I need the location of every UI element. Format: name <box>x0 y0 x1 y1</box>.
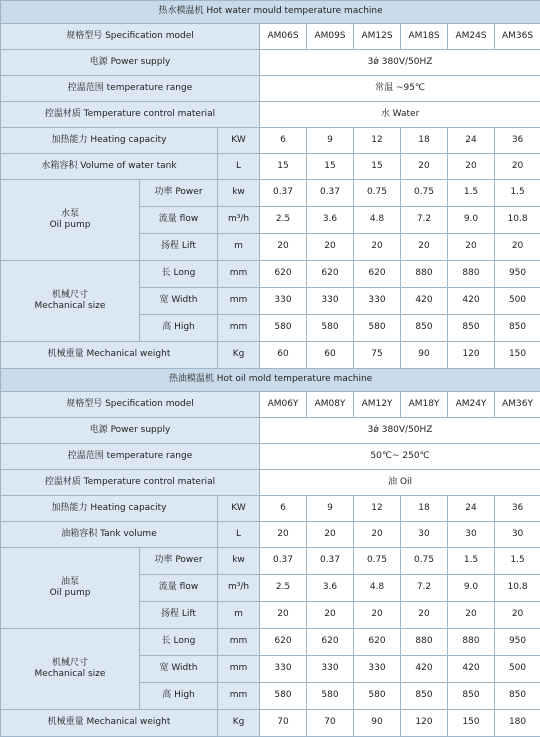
value-cell: 70 <box>260 710 307 737</box>
value-cell: 420 <box>401 288 448 315</box>
unit-cell: kw <box>218 548 260 575</box>
power-supply-label: 电源 Power supply <box>1 418 260 444</box>
size-group-label-en: Mechanical size <box>35 301 106 311</box>
model-name: AM08Y <box>307 392 354 418</box>
value-cell: 3.6 <box>307 575 354 602</box>
model-name: AM06S <box>260 24 307 50</box>
pump-group-label-en: Oil pump <box>50 588 91 598</box>
temperature-range-label: 控温范围 temperature range <box>1 444 260 470</box>
value-cell: 36 <box>495 128 540 154</box>
value-cell: 500 <box>495 288 540 315</box>
control-material-value: 水 Water <box>260 102 540 128</box>
value-cell: 20 <box>307 602 354 629</box>
unit-cell: m <box>218 602 260 629</box>
value-cell: 0.37 <box>307 548 354 575</box>
value-cell: 330 <box>307 656 354 683</box>
table-row <box>1 180 540 207</box>
model-name: AM12Y <box>354 392 401 418</box>
size-group-label <box>1 629 140 710</box>
value-cell: 950 <box>495 629 540 656</box>
value-cell: 850 <box>495 683 540 710</box>
pump-lift-label: 扬程 Lift <box>140 234 218 261</box>
model-name: AM24S <box>448 24 495 50</box>
control-material-value: 油 Oil <box>260 470 540 496</box>
value-cell: 20 <box>307 234 354 261</box>
model-name: AM18S <box>401 24 448 50</box>
size-group-label <box>1 261 140 342</box>
unit-cell: L <box>218 154 260 180</box>
model-label: 规格型号 Specification model <box>1 24 260 50</box>
value-cell: 420 <box>401 656 448 683</box>
value-cell: 20 <box>354 522 401 548</box>
value-cell: 20 <box>448 602 495 629</box>
size-group-label-cn: 机械尺寸 <box>52 290 88 300</box>
tank-volume-label: 油箱容积 Tank volume <box>1 522 218 548</box>
power-supply-value: 3ǿ 380V/50HZ <box>260 50 540 76</box>
mechanical-weight-label: 机械重量 Mechanical weight <box>1 710 218 737</box>
value-cell: 15 <box>307 154 354 180</box>
unit-cell: Kg <box>218 342 260 369</box>
size-group-label-cn: 机械尺寸 <box>52 658 88 668</box>
value-cell: 20 <box>260 602 307 629</box>
unit-cell: m³/h <box>218 207 260 234</box>
unit-cell: m <box>218 234 260 261</box>
heating-capacity-label: 加热能力 Heating capacity <box>1 496 218 522</box>
table-row <box>1 50 540 76</box>
value-cell: 1.5 <box>448 548 495 575</box>
pump-power-label: 功率 Power <box>140 180 218 207</box>
heating-capacity-label: 加热能力 Heating capacity <box>1 128 218 154</box>
value-cell: 18 <box>401 496 448 522</box>
value-cell: 0.75 <box>401 548 448 575</box>
control-material-label: 控温材质 Temperature control material <box>1 102 260 128</box>
value-cell: 9 <box>307 128 354 154</box>
table-row <box>1 522 540 548</box>
table-row <box>1 496 540 522</box>
mechanical-weight-label: 机械重量 Mechanical weight <box>1 342 218 369</box>
pump-lift-label: 扬程 Lift <box>140 602 218 629</box>
value-cell: 10.8 <box>495 207 540 234</box>
tank-volume-label: 水箱容积 Volume of water tank <box>1 154 218 180</box>
value-cell: 580 <box>307 315 354 342</box>
value-cell: 36 <box>495 496 540 522</box>
unit-cell: mm <box>218 656 260 683</box>
value-cell: 880 <box>448 261 495 288</box>
table-row <box>1 128 540 154</box>
size-long-label: 长 Long <box>140 261 218 288</box>
value-cell: 9.0 <box>448 207 495 234</box>
pump-group-label <box>1 180 140 261</box>
unit-cell: mm <box>218 315 260 342</box>
model-label: 规格型号 Specification model <box>1 392 260 418</box>
value-cell: 620 <box>354 261 401 288</box>
value-cell: 150 <box>495 342 540 369</box>
value-cell: 120 <box>401 710 448 737</box>
value-cell: 7.2 <box>401 207 448 234</box>
value-cell: 24 <box>448 128 495 154</box>
model-name: AM36S <box>495 24 540 50</box>
table-row <box>1 261 540 288</box>
value-cell: 880 <box>448 629 495 656</box>
value-cell: 75 <box>354 342 401 369</box>
value-cell: 9 <box>307 496 354 522</box>
value-cell: 60 <box>307 342 354 369</box>
table-row <box>1 24 540 50</box>
value-cell: 0.75 <box>354 548 401 575</box>
value-cell: 90 <box>354 710 401 737</box>
value-cell: 880 <box>401 261 448 288</box>
size-group-label-en: Mechanical size <box>35 669 106 679</box>
pump-power-label: 功率 Power <box>140 548 218 575</box>
value-cell: 7.2 <box>401 575 448 602</box>
value-cell: 850 <box>448 315 495 342</box>
control-material-label: 控温材质 Temperature control material <box>1 470 260 496</box>
value-cell: 0.37 <box>260 548 307 575</box>
temperature-range-label: 控温范围 temperature range <box>1 76 260 102</box>
value-cell: 70 <box>307 710 354 737</box>
model-name: AM24Y <box>448 392 495 418</box>
temperature-range-value: 常温 ~95℃ <box>260 76 540 102</box>
value-cell: 30 <box>495 522 540 548</box>
value-cell: 850 <box>401 315 448 342</box>
value-cell: 20 <box>401 154 448 180</box>
value-cell: 10.8 <box>495 575 540 602</box>
unit-cell: L <box>218 522 260 548</box>
value-cell: 330 <box>354 656 401 683</box>
value-cell: 4.8 <box>354 207 401 234</box>
power-supply-label: 电源 Power supply <box>1 50 260 76</box>
unit-cell: mm <box>218 629 260 656</box>
value-cell: 150 <box>448 710 495 737</box>
value-cell: 24 <box>448 496 495 522</box>
table-row <box>1 342 540 369</box>
model-name: AM09S <box>307 24 354 50</box>
value-cell: 620 <box>307 261 354 288</box>
value-cell: 330 <box>260 656 307 683</box>
value-cell: 850 <box>448 683 495 710</box>
value-cell: 420 <box>448 656 495 683</box>
table-row <box>1 76 540 102</box>
value-cell: 0.37 <box>260 180 307 207</box>
model-name: AM06Y <box>260 392 307 418</box>
value-cell: 30 <box>401 522 448 548</box>
value-cell: 580 <box>260 683 307 710</box>
value-cell: 580 <box>354 315 401 342</box>
value-cell: 3.6 <box>307 207 354 234</box>
value-cell: 4.8 <box>354 575 401 602</box>
value-cell: 950 <box>495 261 540 288</box>
table-row <box>1 629 540 656</box>
unit-cell: KW <box>218 496 260 522</box>
value-cell: 20 <box>495 602 540 629</box>
value-cell: 15 <box>260 154 307 180</box>
value-cell: 0.75 <box>354 180 401 207</box>
value-cell: 2.5 <box>260 575 307 602</box>
value-cell: 330 <box>260 288 307 315</box>
value-cell: 420 <box>448 288 495 315</box>
pump-group-label <box>1 548 140 629</box>
value-cell: 20 <box>260 522 307 548</box>
value-cell: 620 <box>307 629 354 656</box>
value-cell: 20 <box>495 154 540 180</box>
table-row <box>1 369 540 392</box>
value-cell: 20 <box>354 602 401 629</box>
table-row <box>1 548 540 575</box>
value-cell: 620 <box>354 629 401 656</box>
value-cell: 2.5 <box>260 207 307 234</box>
value-cell: 20 <box>354 234 401 261</box>
unit-cell: mm <box>218 261 260 288</box>
model-name: AM36Y <box>495 392 540 418</box>
unit-cell: mm <box>218 683 260 710</box>
size-high-label: 高 High <box>140 315 218 342</box>
value-cell: 620 <box>260 261 307 288</box>
size-width-label: 宽 Width <box>140 656 218 683</box>
value-cell: 20 <box>495 234 540 261</box>
section-title: 热油模温机 Hot oil mold temperature machine <box>1 369 540 392</box>
table-row <box>1 418 540 444</box>
value-cell: 9.0 <box>448 575 495 602</box>
model-name: AM18Y <box>401 392 448 418</box>
value-cell: 6 <box>260 496 307 522</box>
value-cell: 6 <box>260 128 307 154</box>
value-cell: 1.5 <box>448 180 495 207</box>
value-cell: 20 <box>401 234 448 261</box>
value-cell: 580 <box>260 315 307 342</box>
value-cell: 580 <box>307 683 354 710</box>
model-name: AM12S <box>354 24 401 50</box>
size-high-label: 高 High <box>140 683 218 710</box>
value-cell: 500 <box>495 656 540 683</box>
value-cell: 880 <box>401 629 448 656</box>
size-width-label: 宽 Width <box>140 288 218 315</box>
table-row <box>1 1 540 24</box>
value-cell: 20 <box>260 234 307 261</box>
value-cell: 330 <box>307 288 354 315</box>
size-long-label: 长 Long <box>140 629 218 656</box>
unit-cell: KW <box>218 128 260 154</box>
pump-flow-label: 流量 flow <box>140 207 218 234</box>
value-cell: 1.5 <box>495 180 540 207</box>
value-cell: 20 <box>307 522 354 548</box>
pump-group-label-cn: 水泵 <box>61 209 79 219</box>
power-supply-value: 3ǿ 380V/50HZ <box>260 418 540 444</box>
value-cell: 580 <box>354 683 401 710</box>
value-cell: 15 <box>354 154 401 180</box>
value-cell: 20 <box>448 154 495 180</box>
value-cell: 120 <box>448 342 495 369</box>
value-cell: 20 <box>448 234 495 261</box>
value-cell: 90 <box>401 342 448 369</box>
value-cell: 30 <box>448 522 495 548</box>
value-cell: 620 <box>260 629 307 656</box>
value-cell: 1.5 <box>495 548 540 575</box>
value-cell: 12 <box>354 128 401 154</box>
value-cell: 850 <box>495 315 540 342</box>
unit-cell: kw <box>218 180 260 207</box>
value-cell: 850 <box>401 683 448 710</box>
unit-cell: m³/h <box>218 575 260 602</box>
value-cell: 60 <box>260 342 307 369</box>
table-row <box>1 470 540 496</box>
pump-flow-label: 流量 flow <box>140 575 218 602</box>
value-cell: 0.75 <box>401 180 448 207</box>
value-cell: 20 <box>401 602 448 629</box>
table-row <box>1 102 540 128</box>
table-row <box>1 710 540 737</box>
table-row <box>1 392 540 418</box>
section-title: 热水模温机 Hot water mould temperature machine <box>1 1 540 24</box>
value-cell: 180 <box>495 710 540 737</box>
value-cell: 0.37 <box>307 180 354 207</box>
pump-group-label-cn: 油泵 <box>61 577 79 587</box>
temperature-range-value: 50℃~ 250℃ <box>260 444 540 470</box>
table-row <box>1 444 540 470</box>
table-row <box>1 154 540 180</box>
value-cell: 18 <box>401 128 448 154</box>
value-cell: 12 <box>354 496 401 522</box>
value-cell: 330 <box>354 288 401 315</box>
pump-group-label-en: Oil pump <box>50 220 91 230</box>
unit-cell: Kg <box>218 710 260 737</box>
unit-cell: mm <box>218 288 260 315</box>
